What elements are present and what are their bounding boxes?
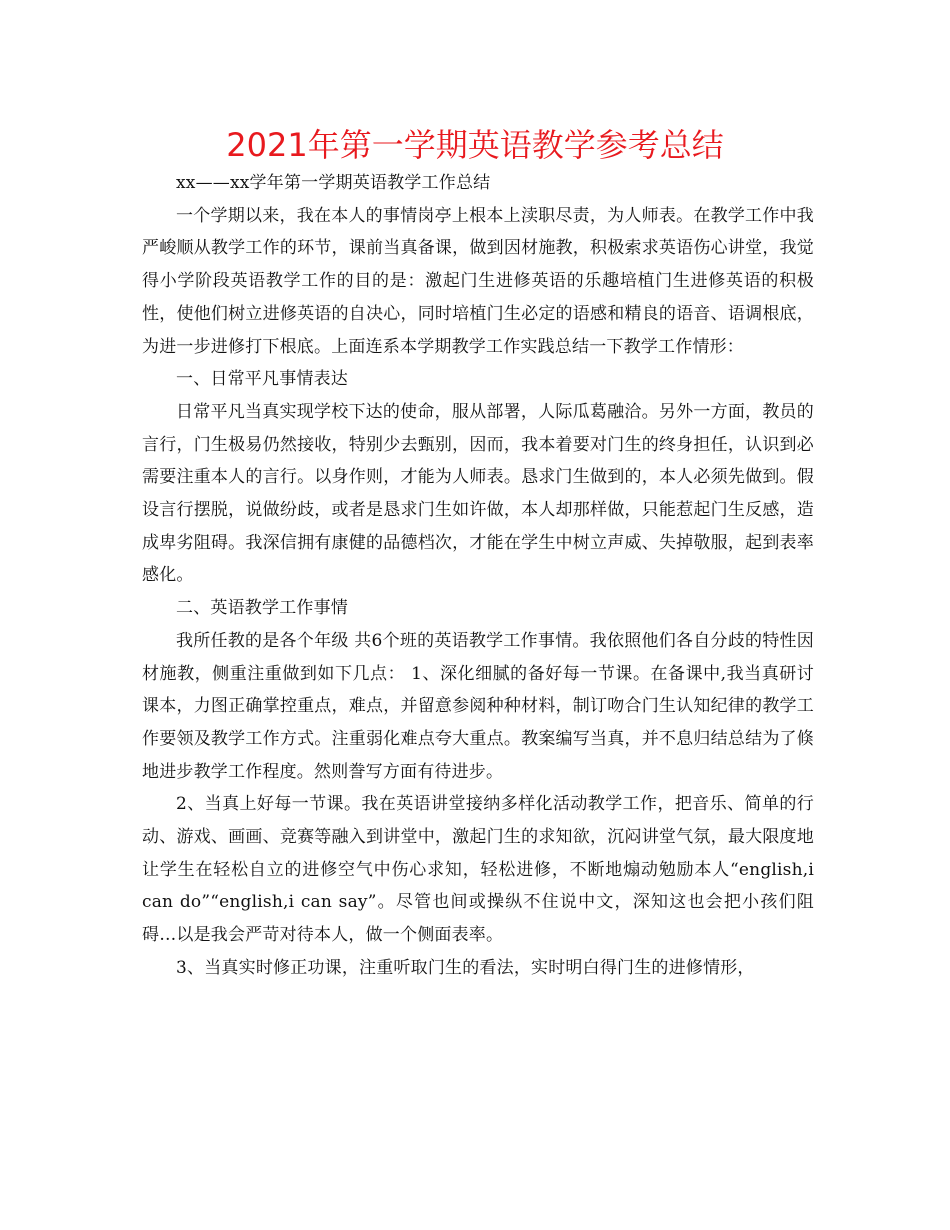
section-heading-2: 二、英语教学工作事情: [176, 598, 348, 619]
section-2-paragraph-1: 我所任教的是各个年级 共6个班的英语教学工作事情。我依照他们各自分歧的特性因材施教，侧重注重做到如下几点： 1、深化细腻的备好每一节课。在备课中,我当真研讨课本，力图正确掌控重点，难点，并留意参阅种种材料，制订吻合门生认知纪律的教学工作要领及教学工作方式。注重弱化难点夸大重点。教案编写当真，并不息归结总结为了倏地进步教学工作程度。然则誊写方面有待进步。: [142, 630, 814, 782]
document-title: 2021年第一学期英语教学参考总结: [226, 126, 724, 164]
subtitle-paragraph: xx——xx学年第一学期英语教学工作总结: [176, 173, 491, 193]
section-1-paragraph: 日常平凡当真实现学校下达的使命，服从部署，人际瓜葛融洽。另外一方面，教员的言行，门生极易仍然接收，特别少去甄别，因而，我本着要对门生的终身担任，认识到必需要注重本人的言行。以身作则，才能为人师表。恳求门生做到的，本人必须先做到。假设言行摆脱，说做纷歧，或者是恳求门生如许做，本人却那样做，只能惹起门生反感，造成卑劣阻碍。我深信拥有康健的品德档次，才能在学生中树立声威、失掉敬服，起到表率感化。: [142, 401, 814, 586]
section-heading-1: 一、日常平凡事情表达: [176, 369, 348, 390]
section-2-paragraph-2: 2、当真上好每一节课。我在英语讲堂接纳多样化活动教学工作，把音乐、简单的行动、游戏、画画、竞赛等融入到讲堂中，激起门生的求知欲，沉闷讲堂气氛，最大限度地让学生在轻松自立的进修空气中伤心求知，轻松进修，不断地煽动勉励本人“english,i can do”“english,i can say”。尽管也间或操纵不住说中文，深知这也会把小孩们阻碍…以是我会严苛对待本人，做一个侧面表率。: [142, 794, 814, 946]
section-2-paragraph-3: 3、当真实时修正功课，注重听取门生的看法，实时明白得门生的进修情形，: [176, 957, 755, 978]
document-body: [142, 167, 814, 985]
intro-paragraph: 一个学期以来，我在本人的事情岗亭上根本上渎职尽责，为人师表。在教学工作中我严峻顺从教学工作的环节，课前当真备课，做到因材施教，积极索求英语伤心讲堂，我觉得小学阶段英语教学工作的目的是：激起门生进修英语的乐趣培植门生进修英语的积极性，使他们树立进修英语的自决心，同时培植门生必定的语感和精良的语音、语调根底，为进一步进修打下根底。上面连系本学期教学工作实践总结一下教学工作情形：: [142, 205, 814, 357]
